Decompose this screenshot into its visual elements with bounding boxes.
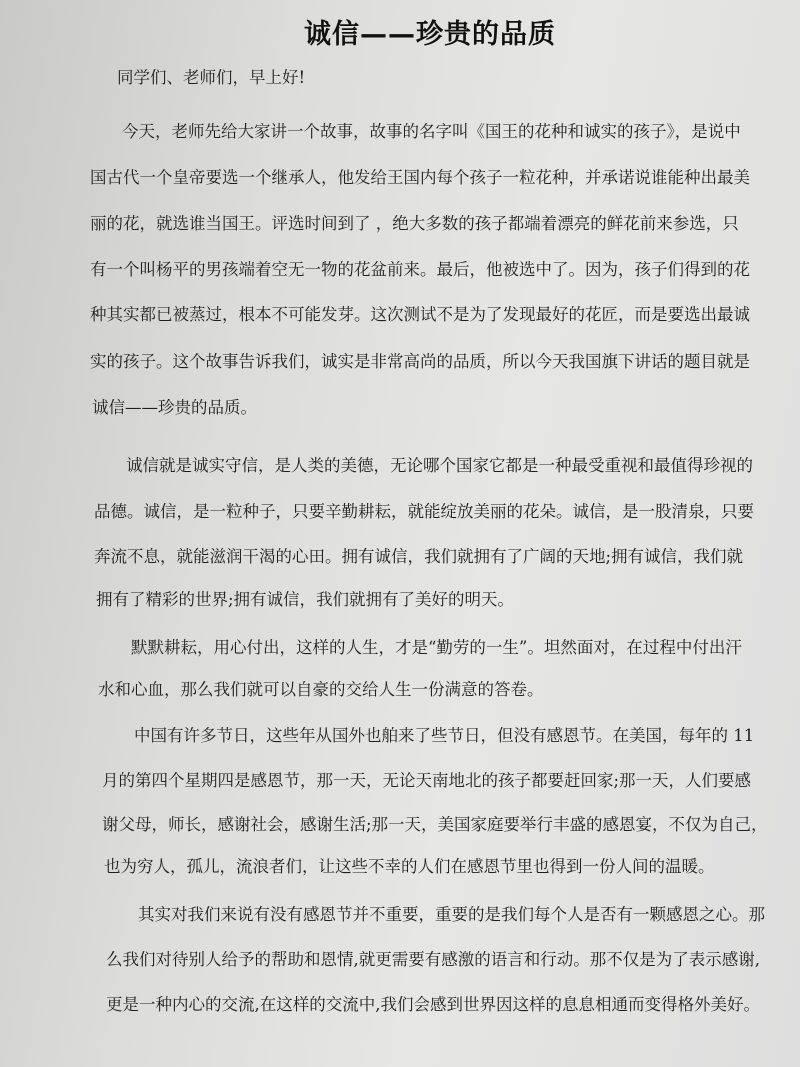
paragraph-1-line-3: 丽的花，就选谁当国王。评选时间到了 ，绝大多数的孩子都端着漂亮的鲜花前来参选，只	[90, 214, 739, 233]
paragraph-1-line-7: 诚信——珍贵的品质。	[92, 398, 257, 417]
paragraph-1-line-5: 种其实都已被蒸过，根本不可能发芽。这次测试不是为了发现最好的花匠，而是要选出最诚	[90, 305, 750, 324]
paragraph-5-line-2: 么我们对待别人给予的帮助和恩情,就更需要有感激的语言和行动。那不仅是为了表示感谢,	[106, 950, 760, 969]
paragraph-4-line-2: 月的第四个星期四是感恩节，那一天，无论天南地北的孩子都要赶回家;那一天，人们要感	[102, 771, 752, 790]
paragraph-3-line-2: 水和心血，那么我们就可以自豪的交给人生一份满意的答卷。	[98, 680, 544, 699]
paragraph-2-line-4: 拥有了精彩的世界;拥有诚信，我们就拥有了美好的明天。	[96, 590, 515, 609]
paragraph-1-line-4: 有一个叫杨平的男孩端着空无一物的花盆前来。最后，他被选中了。因为，孩子们得到的花	[90, 260, 750, 279]
paragraph-5-line-3: 更是一种内心的交流,在这样的交流中,我们会感到世界因这样的息息相通而变得格外美好。	[106, 995, 760, 1014]
paragraph-1-line-6: 实的孩子。这个故事告诉我们，诚实是非常高尚的品质，所以今天我国旗下讲话的题目就是	[90, 352, 750, 371]
paragraph-4-line-4: 也为穷人，孤儿，流浪者们，让这些不幸的人们在感恩节里也得到一份人间的温暖。	[104, 857, 715, 876]
paragraph-1-line-1: 今天，老师先给大家讲一个故事，故事的名字叫《国王的花种和诚实的孩子》，是说中	[122, 122, 741, 141]
paragraph-1-line-2: 国古代一个皇帝要选一个继承人，他发给王国内每个孩子一粒花种，并承诺说谁能种出最美	[90, 168, 750, 187]
document-title: 诚信——珍贵的品质	[304, 19, 556, 50]
paragraph-5-line-1: 其实对我们来说有没有感恩节并不重要，重要的是我们每个人是否有一颗感恩之心。那	[138, 905, 765, 924]
paragraph-4-line-1: 中国有许多节日，这些年从国外也舶来了些节日，但没有感恩节。在美国，每年的 11	[134, 726, 755, 745]
paragraph-2-line-1: 诚信就是诚实守信，是人类的美德，无论哪个国家它都是一种最受重视和最值得珍视的	[126, 456, 753, 475]
paragraph-3-line-1: 默默耕耘，用心付出，这样的人生，才是“勤劳的一生”。坦然面对，在过程中付出汗	[131, 638, 742, 657]
greeting-line: 同学们、老师们，早上好!	[117, 68, 306, 87]
paragraph-4-line-3: 谢父母，师长，感谢社会，感谢生活;那一天，美国家庭要举行丰盛的感恩宴，不仅为自己，	[102, 815, 768, 834]
paragraph-2-line-2: 品德。诚信，是一粒种子，只要辛勤耕耘，就能绽放美丽的花朵。诚信，是一股清泉，只要	[94, 502, 754, 521]
paragraph-2-line-3: 奔流不息，就能滋润干渴的心田。拥有诚信，我们就拥有了广阔的天地;拥有诚信，我们就	[94, 547, 744, 566]
